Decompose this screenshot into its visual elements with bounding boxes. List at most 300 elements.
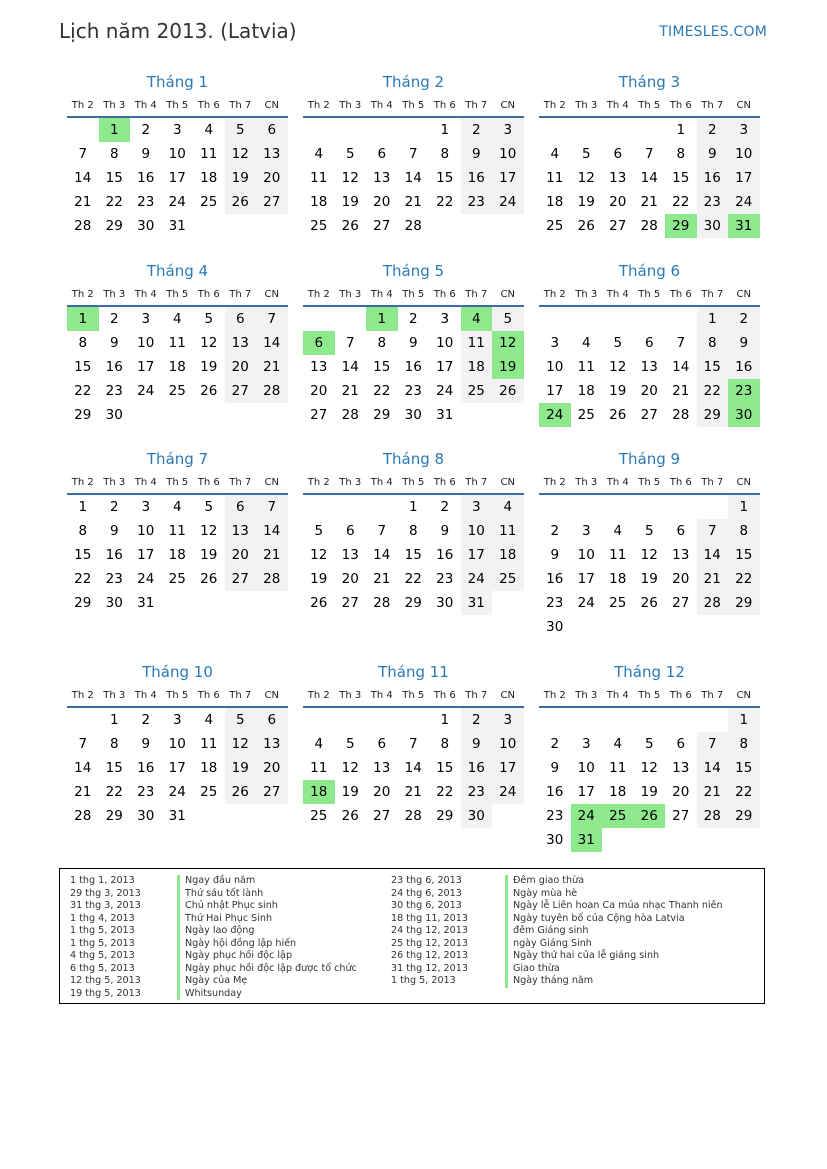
- day-cell: 5: [204, 311, 214, 327]
- legend-dates-left: [70, 875, 141, 1000]
- week-row: [539, 142, 760, 166]
- weekday-label: Th 5: [402, 690, 425, 701]
- weekday-label: Th 6: [433, 477, 456, 488]
- day-cell: 11: [310, 170, 328, 186]
- day-cell: 30: [728, 403, 760, 427]
- day-cell: 18: [609, 571, 627, 587]
- holiday-legend: [59, 868, 765, 1004]
- week-row: [67, 403, 288, 427]
- empty-cell: [67, 708, 99, 732]
- month-calendar: [67, 72, 288, 238]
- day-cell: 20: [373, 194, 391, 210]
- empty-cell: [303, 708, 335, 732]
- weekday-label: Th 7: [701, 690, 724, 701]
- day-cell: 10: [492, 732, 524, 756]
- week-row: [67, 804, 288, 828]
- day-cell: 1: [440, 712, 450, 728]
- legend-date: 1 thg 5, 2013: [70, 925, 135, 936]
- day-cell: 3: [141, 311, 151, 327]
- empty-cell: [539, 118, 571, 142]
- week-row: [539, 403, 760, 427]
- empty-cell: [366, 495, 398, 519]
- weekday-header: [67, 95, 288, 118]
- empty-cell: [492, 214, 524, 238]
- day-cell: 19: [200, 547, 218, 563]
- day-cell: 4: [461, 307, 493, 331]
- week-row: [539, 307, 760, 331]
- day-cell: 2: [109, 311, 119, 327]
- day-cell: 22: [105, 784, 123, 800]
- day-cell: 17: [168, 170, 186, 186]
- weekday-label: Th 2: [543, 690, 566, 701]
- day-cell: 23: [461, 780, 493, 804]
- week-row: [303, 403, 524, 427]
- empty-cell: [429, 214, 461, 238]
- day-cell: 6: [676, 523, 686, 539]
- month-calendar: [67, 662, 288, 828]
- day-cell: 19: [492, 355, 524, 379]
- day-cell: 14: [256, 519, 288, 543]
- empty-cell: [634, 495, 666, 519]
- day-cell: 9: [697, 142, 729, 166]
- day-cell: 22: [74, 571, 92, 587]
- week-row: [67, 591, 288, 615]
- day-cell: 20: [225, 355, 257, 379]
- weekday-label: Th 2: [543, 477, 566, 488]
- week-row: [539, 331, 760, 355]
- week-row: [303, 732, 524, 756]
- legend-date: 18 thg 11, 2013: [391, 912, 468, 924]
- day-cell: 6: [225, 307, 257, 331]
- empty-cell: [634, 118, 666, 142]
- week-row: [303, 519, 524, 543]
- day-cell: 11: [609, 547, 627, 563]
- day-cell: 24: [571, 804, 603, 828]
- day-cell: 13: [373, 760, 391, 776]
- day-cell: 20: [310, 383, 328, 399]
- day-cell: 2: [141, 122, 151, 138]
- day-cell: 12: [577, 170, 595, 186]
- day-cell: 4: [314, 736, 324, 752]
- week-row: [67, 214, 288, 238]
- empty-cell: [303, 307, 335, 331]
- week-row: [539, 732, 760, 756]
- day-cell: 7: [697, 519, 729, 543]
- day-cell: 2: [440, 499, 450, 515]
- weekday-label: Th 6: [433, 289, 456, 300]
- weekday-label: Th 3: [103, 289, 126, 300]
- day-cell: 19: [609, 383, 627, 399]
- day-cell: 26: [492, 379, 524, 403]
- day-cell: 2: [697, 118, 729, 142]
- week-row: [67, 190, 288, 214]
- legend-date: 1 thg 4, 2013: [70, 912, 135, 924]
- legend-date: 29 thg 3, 2013: [70, 887, 141, 899]
- day-cell: 29: [404, 595, 422, 611]
- weekday-label: Th 7: [229, 289, 252, 300]
- day-cell: 19: [225, 756, 257, 780]
- day-cell: 14: [341, 359, 359, 375]
- week-row: [539, 780, 760, 804]
- week-row: [67, 732, 288, 756]
- day-cell: 26: [341, 808, 359, 824]
- day-cell: 27: [672, 808, 690, 824]
- day-cell: 3: [550, 335, 560, 351]
- legend-names-right: [505, 875, 723, 988]
- day-cell: 21: [74, 784, 92, 800]
- day-cell: 16: [546, 571, 564, 587]
- day-cell: 9: [141, 146, 151, 162]
- week-row: [67, 495, 288, 519]
- month-title: Tháng 12: [614, 663, 685, 681]
- week-row: [303, 307, 524, 331]
- day-cell: 4: [204, 712, 214, 728]
- day-cell: 9: [728, 331, 760, 355]
- legend-date: 1 thg 5, 2013: [70, 937, 135, 949]
- legend-holiday-name: Thứ sáu tốt lành: [177, 888, 357, 901]
- empty-cell: [602, 307, 634, 331]
- day-cell: 10: [436, 335, 454, 351]
- day-cell: 14: [256, 331, 288, 355]
- month-calendar: [539, 72, 760, 238]
- day-cell: 21: [697, 780, 729, 804]
- day-cell: 29: [373, 407, 391, 423]
- empty-cell: [225, 214, 257, 238]
- day-cell: 17: [492, 756, 524, 780]
- empty-cell: [728, 828, 760, 852]
- day-cell: 31: [461, 591, 493, 615]
- day-cell: 23: [697, 190, 729, 214]
- day-cell: 23: [105, 571, 123, 587]
- day-cell: 9: [440, 523, 450, 539]
- day-cell: 14: [640, 170, 658, 186]
- day-cell: 5: [225, 118, 257, 142]
- week-row: [303, 543, 524, 567]
- day-cell: 23: [546, 595, 564, 611]
- day-cell: 5: [314, 523, 324, 539]
- empty-cell: [665, 708, 697, 732]
- day-cell: 26: [225, 190, 257, 214]
- day-cell: 15: [436, 760, 454, 776]
- empty-cell: [366, 118, 398, 142]
- day-cell: 20: [341, 571, 359, 587]
- day-cell: 29: [728, 591, 760, 615]
- empty-cell: [225, 804, 257, 828]
- day-cell: 30: [105, 595, 123, 611]
- day-cell: 24: [137, 383, 155, 399]
- day-cell: 13: [225, 519, 257, 543]
- month-calendar: [303, 662, 524, 828]
- empty-cell: [492, 403, 524, 427]
- legend-holiday-name: Ngày phục hồi độc lập: [177, 950, 357, 963]
- weekday-label: Th 4: [606, 477, 629, 488]
- weekday-header: [67, 472, 288, 495]
- weekday-label: Th 4: [370, 477, 393, 488]
- legend-holiday-name: Thứ Hai Phục Sinh: [177, 913, 357, 926]
- day-cell: 30: [137, 218, 155, 234]
- day-cell: 26: [634, 804, 666, 828]
- month-title: Tháng 2: [382, 73, 445, 91]
- day-cell: 21: [256, 355, 288, 379]
- day-cell: 16: [546, 784, 564, 800]
- day-cell: 11: [492, 519, 524, 543]
- day-cell: 22: [105, 194, 123, 210]
- empty-cell: [256, 591, 288, 615]
- day-cell: 14: [373, 547, 391, 563]
- week-row: [303, 708, 524, 732]
- weekday-label: Th 6: [669, 289, 692, 300]
- day-cell: 14: [74, 170, 92, 186]
- empty-cell: [398, 118, 430, 142]
- weekday-label: CN: [500, 477, 515, 488]
- week-row: [67, 331, 288, 355]
- day-cell: 25: [492, 567, 524, 591]
- day-cell: 25: [602, 804, 634, 828]
- day-cell: 5: [644, 736, 654, 752]
- week-row: [303, 355, 524, 379]
- legend-holiday-name: Giao thừa: [505, 963, 723, 976]
- legend-date: 30 thg 6, 2013: [391, 900, 462, 911]
- week-row: [539, 190, 760, 214]
- day-cell: 16: [728, 355, 760, 379]
- weekday-label: Th 2: [307, 289, 330, 300]
- day-cell: 3: [728, 118, 760, 142]
- empty-cell: [571, 307, 603, 331]
- week-row: [539, 495, 760, 519]
- weekday-label: CN: [736, 289, 751, 300]
- day-cell: 11: [461, 331, 493, 355]
- day-cell: 15: [404, 547, 422, 563]
- weekday-label: Th 7: [465, 100, 488, 111]
- week-row: [539, 708, 760, 732]
- day-cell: 15: [436, 170, 454, 186]
- weekday-label: Th 4: [134, 100, 157, 111]
- day-cell: 25: [310, 218, 328, 234]
- week-row: [539, 519, 760, 543]
- day-cell: 27: [225, 379, 257, 403]
- day-cell: 17: [137, 547, 155, 563]
- day-cell: 9: [461, 142, 493, 166]
- day-cell: 22: [697, 379, 729, 403]
- weekday-label: Th 6: [669, 477, 692, 488]
- empty-cell: [634, 828, 666, 852]
- day-cell: 4: [550, 146, 560, 162]
- day-cell: 29: [74, 595, 92, 611]
- weekday-label: Th 2: [543, 289, 566, 300]
- week-row: [539, 591, 760, 615]
- day-cell: 6: [345, 523, 355, 539]
- day-cell: 30: [436, 595, 454, 611]
- day-cell: 18: [168, 547, 186, 563]
- week-row: [67, 543, 288, 567]
- day-cell: 7: [676, 335, 686, 351]
- empty-cell: [697, 495, 729, 519]
- day-cell: 25: [461, 379, 493, 403]
- day-cell: 2: [550, 736, 560, 752]
- day-cell: 24: [436, 383, 454, 399]
- day-cell: 7: [408, 736, 418, 752]
- day-cell: 11: [200, 146, 218, 162]
- day-cell: 25: [546, 218, 564, 234]
- week-row: [539, 567, 760, 591]
- day-cell: 16: [697, 166, 729, 190]
- day-cell: 31: [168, 808, 186, 824]
- day-cell: 3: [141, 499, 151, 515]
- weekday-header: [67, 685, 288, 708]
- legend-date: 31 thg 12, 2013: [391, 962, 468, 974]
- day-cell: 27: [256, 780, 288, 804]
- day-cell: 8: [408, 523, 418, 539]
- weekday-label: Th 5: [638, 289, 661, 300]
- day-cell: 23: [105, 383, 123, 399]
- day-cell: 21: [341, 383, 359, 399]
- empty-cell: [571, 495, 603, 519]
- weekday-label: Th 5: [166, 477, 189, 488]
- day-cell: 2: [728, 307, 760, 331]
- site-link[interactable]: TIMESLES.COM: [659, 24, 767, 40]
- day-cell: 18: [200, 760, 218, 776]
- day-cell: 28: [341, 407, 359, 423]
- empty-cell: [665, 828, 697, 852]
- day-cell: 19: [640, 571, 658, 587]
- day-cell: 11: [310, 760, 328, 776]
- day-cell: 8: [377, 335, 387, 351]
- day-cell: 27: [225, 567, 257, 591]
- day-cell: 3: [172, 712, 182, 728]
- day-cell: 24: [728, 190, 760, 214]
- day-cell: 26: [225, 780, 257, 804]
- day-cell: 1: [728, 495, 760, 519]
- weekday-label: Th 3: [103, 690, 126, 701]
- day-cell: 5: [225, 708, 257, 732]
- day-cell: 9: [109, 335, 119, 351]
- day-cell: 17: [461, 543, 493, 567]
- legend-holiday-name: Ngày thứ hai của lễ giáng sinh: [505, 950, 723, 963]
- weekday-label: Th 3: [575, 289, 598, 300]
- month-title: Tháng 8: [382, 450, 445, 468]
- weekday-label: CN: [500, 100, 515, 111]
- day-cell: 6: [676, 736, 686, 752]
- day-cell: 29: [105, 808, 123, 824]
- week-row: [539, 543, 760, 567]
- day-cell: 18: [577, 383, 595, 399]
- legend-holiday-name: đêm Giáng sinh: [505, 925, 723, 938]
- day-cell: 24: [168, 194, 186, 210]
- day-cell: 30: [404, 407, 422, 423]
- day-cell: 21: [256, 543, 288, 567]
- day-cell: 16: [137, 170, 155, 186]
- empty-cell: [335, 118, 367, 142]
- weekday-label: CN: [736, 100, 751, 111]
- day-cell: 22: [373, 383, 391, 399]
- month-title: Tháng 11: [378, 663, 449, 681]
- empty-cell: [225, 403, 257, 427]
- week-row: [67, 355, 288, 379]
- month-calendar: [539, 662, 760, 852]
- day-cell: 28: [640, 218, 658, 234]
- day-cell: 18: [168, 359, 186, 375]
- weekday-label: Th 5: [166, 690, 189, 701]
- empty-cell: [193, 403, 225, 427]
- legend-date: 31 thg 3, 2013: [70, 900, 141, 911]
- day-cell: 23: [137, 194, 155, 210]
- day-cell: 27: [373, 808, 391, 824]
- weekday-label: Th 4: [370, 690, 393, 701]
- day-cell: 12: [200, 523, 218, 539]
- weekday-label: Th 5: [402, 289, 425, 300]
- month-title: Tháng 6: [618, 262, 681, 280]
- day-cell: 26: [640, 595, 658, 611]
- weekday-label: Th 6: [197, 289, 220, 300]
- day-cell: 20: [672, 784, 690, 800]
- day-cell: 31: [137, 595, 155, 611]
- day-cell: 8: [440, 146, 450, 162]
- weekday-label: Th 4: [606, 289, 629, 300]
- day-cell: 11: [200, 736, 218, 752]
- empty-cell: [461, 214, 493, 238]
- day-cell: 19: [640, 784, 658, 800]
- weekday-label: Th 7: [229, 690, 252, 701]
- day-cell: 28: [74, 218, 92, 234]
- day-cell: 4: [613, 736, 623, 752]
- day-cell: 10: [546, 359, 564, 375]
- weekday-label: CN: [736, 690, 751, 701]
- day-cell: 30: [546, 619, 564, 635]
- day-cell: 9: [550, 547, 560, 563]
- empty-cell: [303, 495, 335, 519]
- day-cell: 14: [404, 760, 422, 776]
- day-cell: 24: [137, 571, 155, 587]
- day-cell: 8: [440, 736, 450, 752]
- legend-date: 26 thg 12, 2013: [391, 950, 468, 961]
- weekday-header: [539, 685, 760, 708]
- day-cell: 1: [728, 708, 760, 732]
- weekday-label: Th 2: [71, 690, 94, 701]
- day-cell: 19: [225, 166, 257, 190]
- month-calendar: [67, 449, 288, 615]
- weekday-label: Th 5: [166, 289, 189, 300]
- weekday-label: Th 7: [701, 100, 724, 111]
- day-cell: 26: [200, 383, 218, 399]
- day-cell: 12: [609, 359, 627, 375]
- day-cell: 12: [640, 760, 658, 776]
- empty-cell: [225, 591, 257, 615]
- day-cell: 13: [640, 359, 658, 375]
- day-cell: 17: [546, 383, 564, 399]
- empty-cell: [130, 403, 162, 427]
- week-row: [67, 307, 288, 331]
- day-cell: 7: [78, 736, 88, 752]
- empty-cell: [602, 708, 634, 732]
- day-cell: 13: [609, 170, 627, 186]
- day-cell: 16: [461, 756, 493, 780]
- week-row: [67, 708, 288, 732]
- weekday-label: Th 7: [701, 477, 724, 488]
- day-cell: 8: [78, 523, 88, 539]
- week-row: [539, 166, 760, 190]
- day-cell: 16: [404, 359, 422, 375]
- day-cell: 12: [310, 547, 328, 563]
- month-title: Tháng 9: [618, 450, 681, 468]
- day-cell: 5: [581, 146, 591, 162]
- day-cell: 22: [728, 780, 760, 804]
- weekday-label: Th 7: [701, 289, 724, 300]
- month-calendar: [303, 449, 524, 615]
- day-cell: 21: [404, 784, 422, 800]
- day-cell: 3: [440, 311, 450, 327]
- week-row: [539, 756, 760, 780]
- day-cell: 6: [377, 146, 387, 162]
